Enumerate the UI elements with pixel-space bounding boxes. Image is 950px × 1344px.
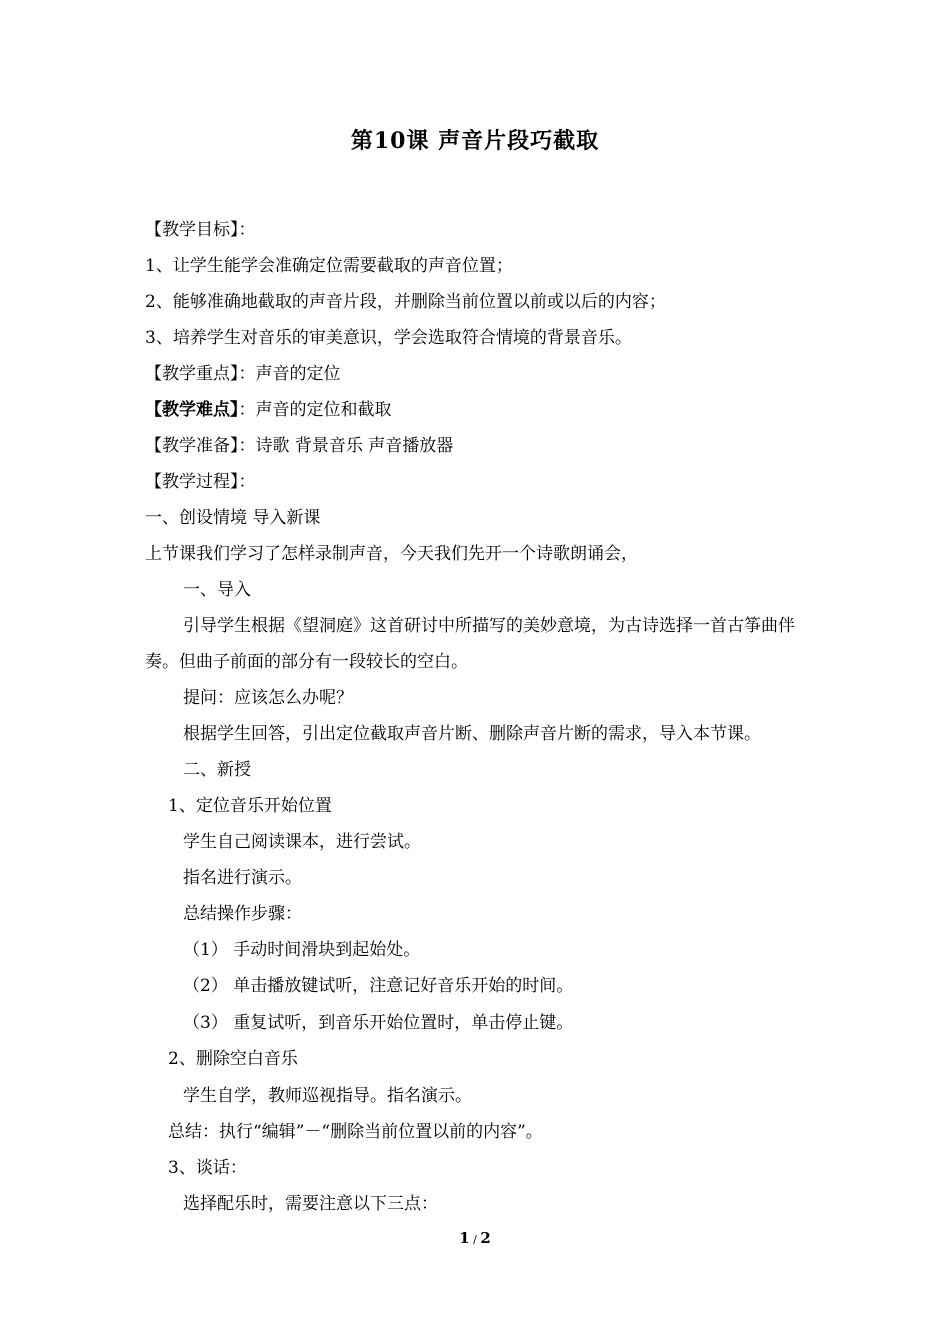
operation-step: （3） 重复试听，到音乐开始位置时，单击停止键。 (183, 1013, 574, 1033)
difficulty (145, 398, 392, 422)
step2-line: 总结：执行“编辑”－“删除当前位置以前的内容”。 (168, 1122, 543, 1142)
process-label: 【教学过程】 (145, 472, 239, 492)
preparation-label: 【教学准备】 (145, 436, 239, 456)
process (145, 470, 256, 494)
operation-step: （2） 单击播放键试听，注意记好音乐开始的时间。 (183, 976, 574, 996)
objective-item: 1、让学生能学会准确定位需要截取的声音位置； (145, 256, 513, 276)
answer: 根据学生回答，引出定位截取声音片断、删除声音片断的需求，导入本节课。 (183, 724, 761, 744)
key-point (145, 362, 341, 386)
preparation (145, 434, 453, 458)
page-title: 第10课 声音片段巧截取 (350, 128, 600, 154)
key-point-label: 【教学重点】 (145, 364, 239, 384)
page-separator: / (469, 1233, 481, 1246)
step2-line: 学生自学，教师巡视指导。指名演示。 (183, 1086, 472, 1106)
step2-title: 2、删除空白音乐 (168, 1049, 298, 1069)
page-number (0, 1229, 950, 1247)
difficulty-text: ：声音的定位和截取 (238, 400, 392, 420)
page-total: 2 (480, 1229, 491, 1247)
key-point-text: ：声音的定位 (238, 364, 341, 384)
process-text: ： (238, 472, 256, 492)
section1-intro: 上节课我们学习了怎样录制声音，今天我们先开一个诗歌朗诵会， (145, 544, 638, 564)
objective-item: 2、能够准确地截取的声音片段，并删除当前位置以前或以后的内容； (145, 292, 666, 312)
step1-line: 学生自己阅读课本，进行尝试。 (183, 832, 421, 852)
step1-line: 指名进行演示。 (183, 868, 302, 888)
new-section-title: 二、新授 (183, 760, 251, 780)
operation-step: （1） 手动时间滑块到起始处。 (183, 940, 421, 960)
intro-paragraph: 引导学生根据《望洞庭》这首研讨中所描写的美妙意境，为古诗选择一首古筝曲伴奏。但曲子前面的部分有一段较长的空白。 (145, 616, 795, 672)
step1-line: 总结操作步骤： (183, 904, 302, 924)
objectives-heading: 【教学目标】： (145, 220, 256, 240)
difficulty-label: 【教学难点】 (145, 400, 239, 420)
question: 提问：应该怎么办呢？ (183, 688, 353, 708)
preparation-text: ：诗歌 背景音乐 声音播放器 (238, 436, 454, 456)
step3-title: 3、谈话： (168, 1158, 247, 1178)
intro-title: 一、导入 (183, 580, 251, 600)
step3-line: 选择配乐时，需要注意以下三点： (183, 1194, 438, 1214)
section1-title: 一、创设情境 导入新课 (145, 508, 321, 528)
objective-item: 3、培养学生对音乐的审美意识，学会选取符合情境的背景音乐。 (145, 328, 632, 348)
page-current: 1 (459, 1229, 470, 1247)
step1-title: 1、定位音乐开始位置 (168, 796, 332, 816)
